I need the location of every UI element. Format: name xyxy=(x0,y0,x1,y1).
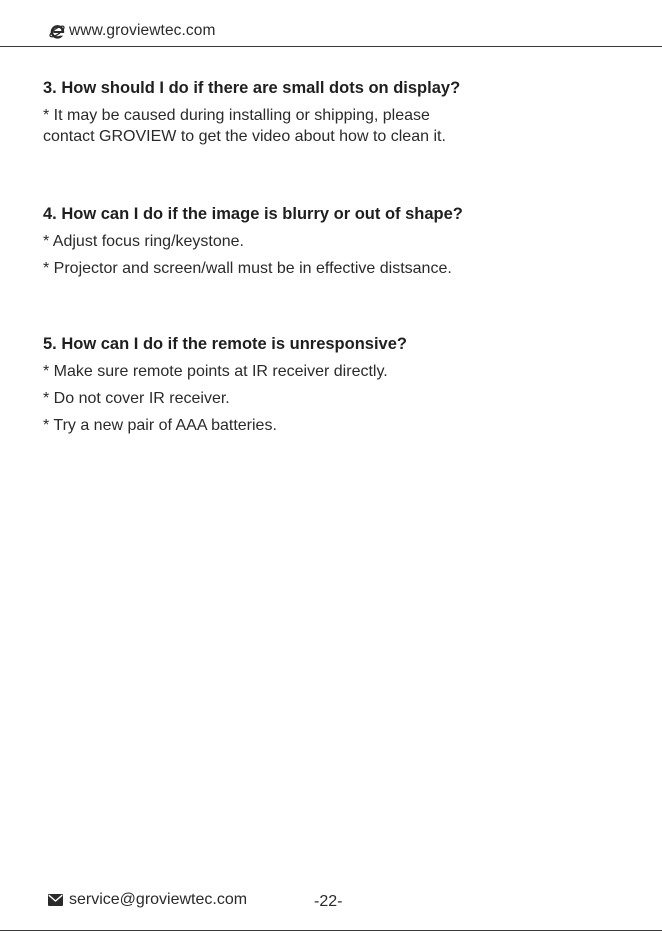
header-divider xyxy=(0,46,662,47)
faq-answer-line: * Make sure remote points at IR receiver directly. xyxy=(43,363,388,380)
faq-answer-line: * Projector and screen/wall must be in effective distsance. xyxy=(43,260,452,277)
faq-answer-line: contact GROVIEW to get the video about how to clean it. xyxy=(43,128,446,145)
faq-item-5 xyxy=(43,334,623,436)
faq-question: 3. How should I do if there are small dots on display? xyxy=(43,79,461,97)
page-footer xyxy=(48,891,247,909)
website-url[interactable]: www.groviewtec.com xyxy=(69,22,216,39)
faq-answer-line: * It may be caused during installing or shipping, please xyxy=(43,107,430,124)
faq-item-3 xyxy=(43,78,623,147)
faq-item-4 xyxy=(43,204,623,279)
internet-explorer-icon xyxy=(48,22,66,40)
faq-question: 5. How can I do if the remote is unresponsive? xyxy=(43,335,407,353)
faq-answer-line: * Adjust focus ring/keystone. xyxy=(43,233,244,250)
page-number: -22- xyxy=(314,893,343,910)
page-header xyxy=(48,20,216,42)
footer-divider xyxy=(0,930,662,931)
support-email[interactable]: service@groviewtec.com xyxy=(69,891,248,908)
faq-question: 4. How can I do if the image is blurry or out of shape? xyxy=(43,205,463,223)
envelope-icon xyxy=(48,894,63,906)
faq-answer-line: * Do not cover IR receiver. xyxy=(43,390,230,407)
faq-answer-line: * Try a new pair of AAA batteries. xyxy=(43,417,277,434)
